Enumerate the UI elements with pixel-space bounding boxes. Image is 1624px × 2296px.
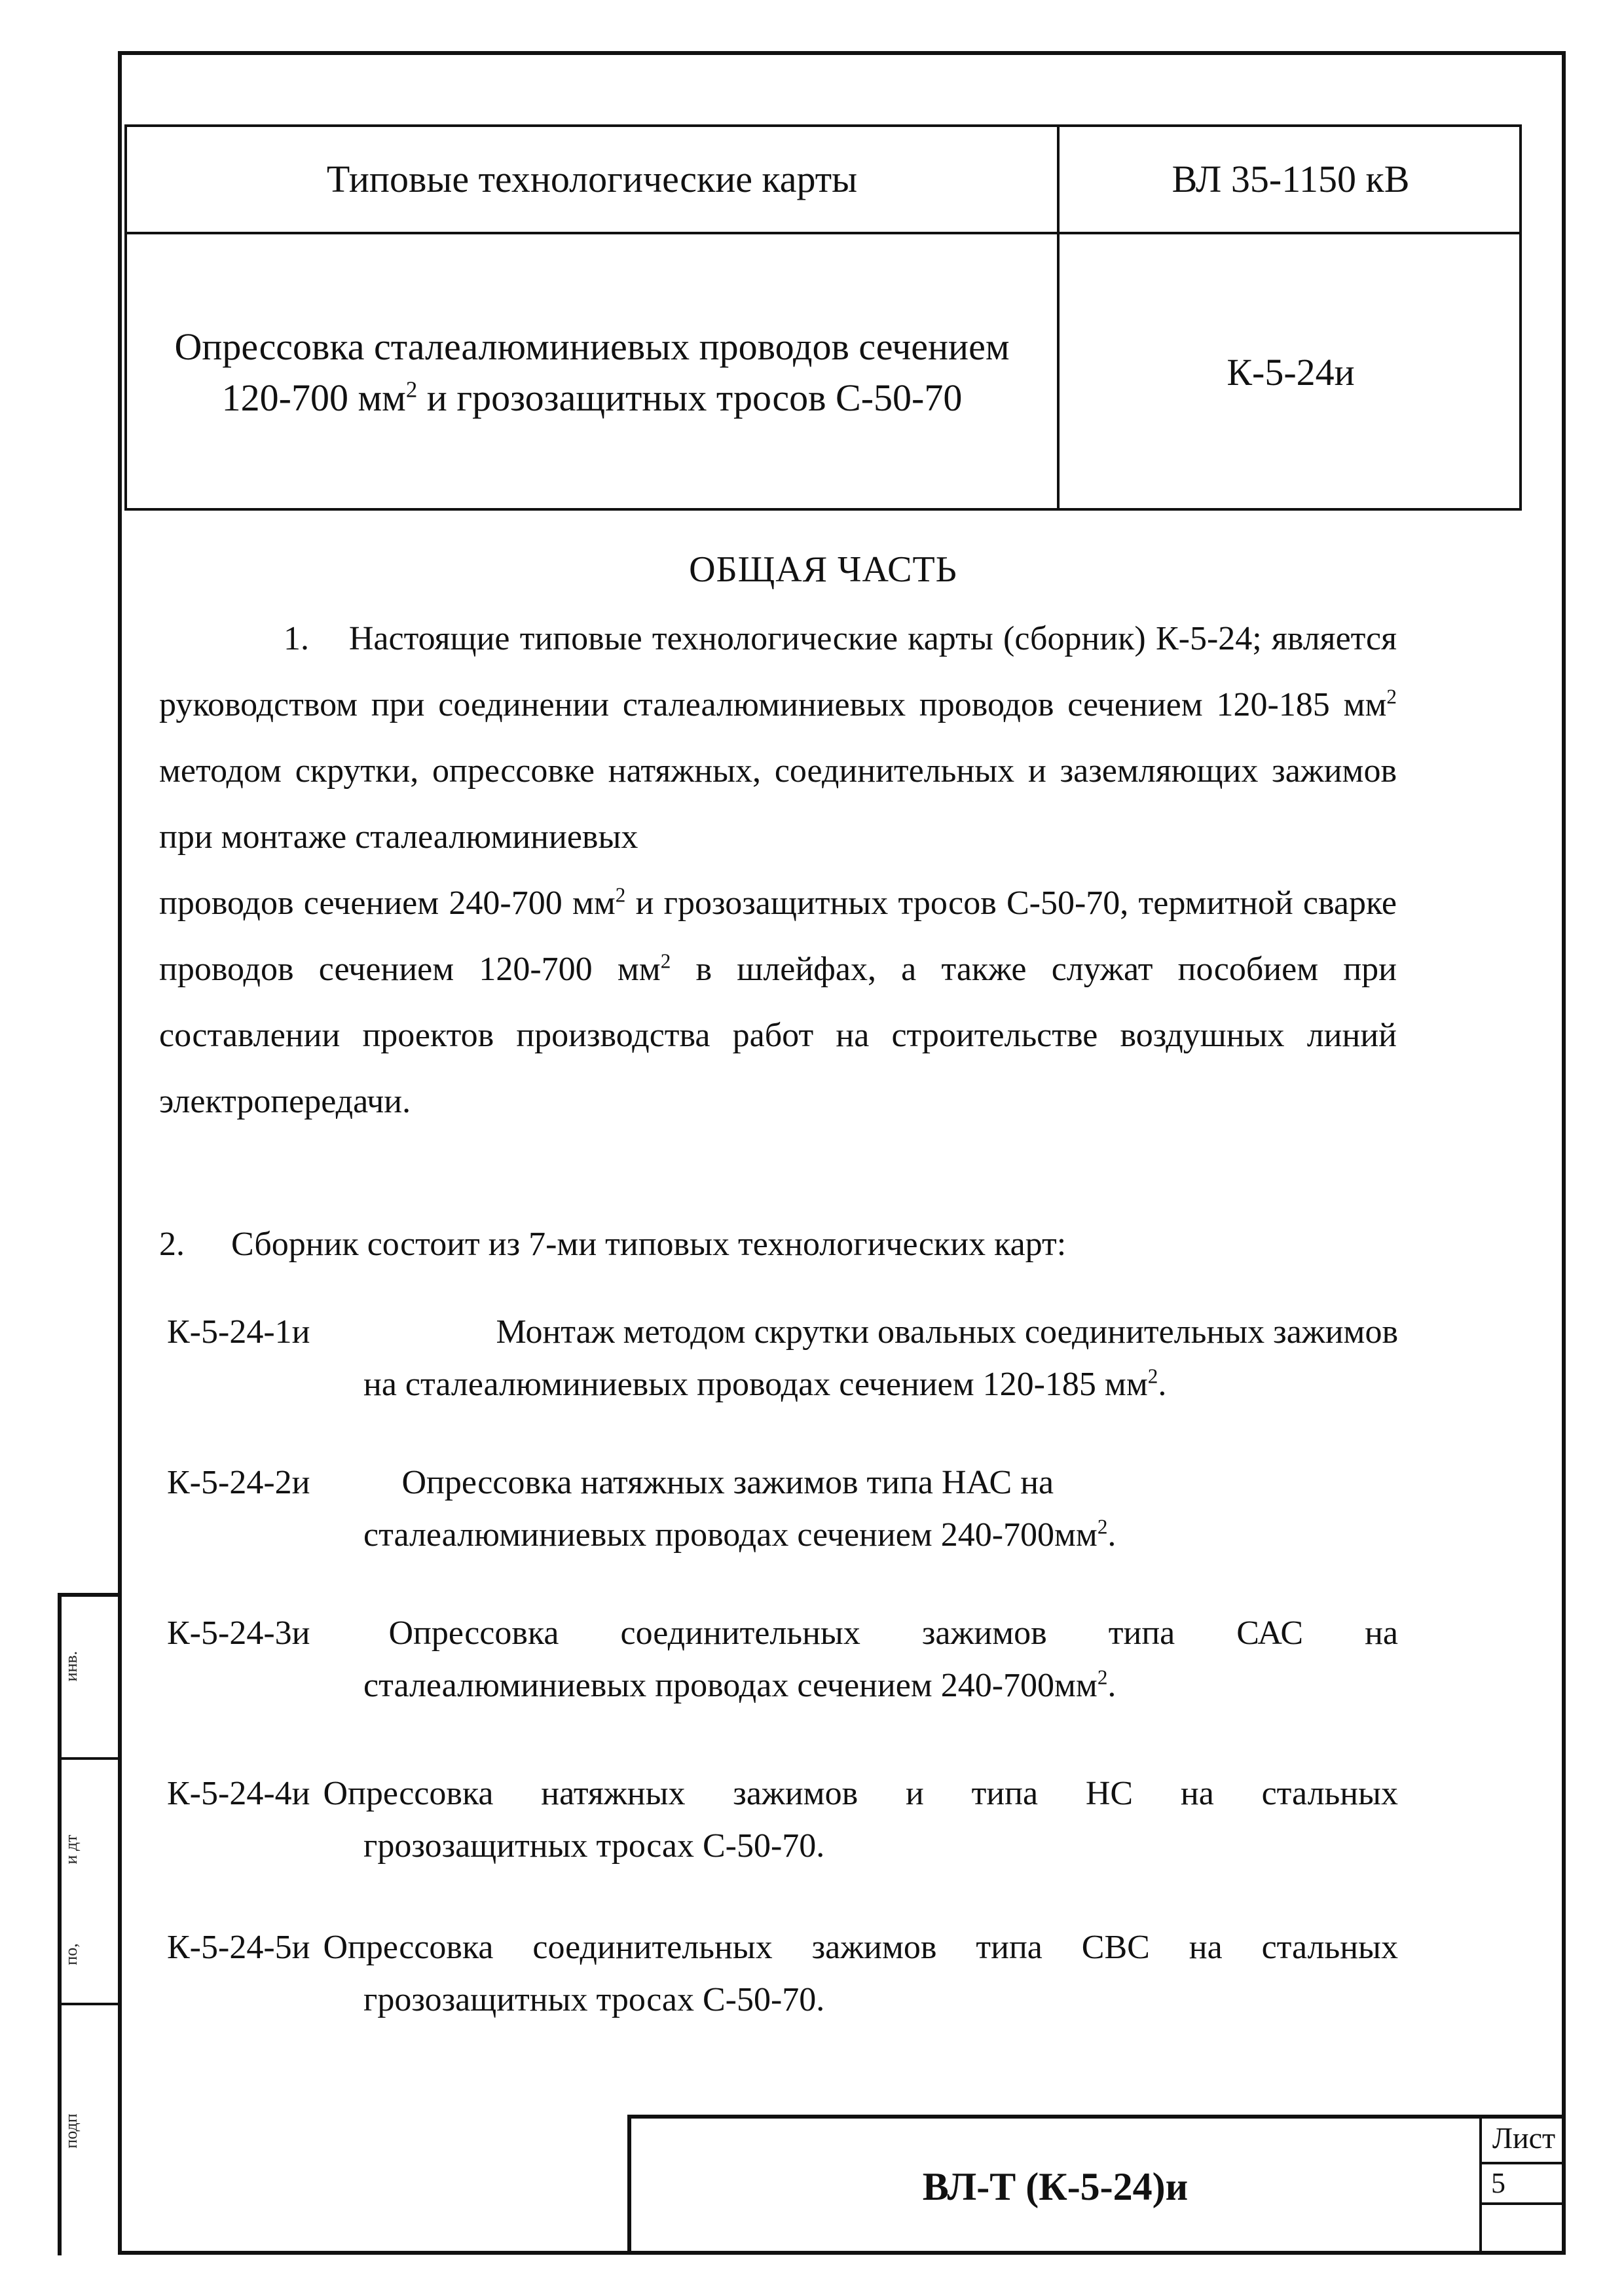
card-item <box>167 1457 1398 1561</box>
margin-divider <box>62 1757 122 1760</box>
header-table <box>124 124 1522 511</box>
header-subject-line1: Опрессовка сталеалюминиевых проводов сечением <box>174 325 1010 368</box>
paragraph-1 <box>159 606 1397 1135</box>
card-code: К-5-24-2и <box>167 1464 310 1501</box>
paragraph-1-text-a: Настоящие типовые технологические карты (сборник) К-5-24; является руководством при соединении сталеалюминиевых проводов сечением 120-185 мм <box>159 620 1397 723</box>
paragraph-1-text-e: в шлейфах, а также служат пособием при составлении проектов производства работ на строительстве воздушных линий электропередачи. <box>159 951 1397 1120</box>
paragraph-1-text-b: методом скрутки, опрессовке натяжных, соединительных и заземляющих зажимов при монтаже сталеалюминиевых <box>159 752 1397 856</box>
title-block-label: ВЛ-Т (К-5-24)и <box>922 2164 1189 2208</box>
margin-label-podp: подп <box>62 2113 81 2149</box>
card-sup: 2 <box>1097 1666 1108 1689</box>
sheet-label: Лист <box>1492 2121 1556 2155</box>
sheet-number: 5 <box>1491 2167 1505 2199</box>
card-item <box>167 1306 1398 1411</box>
card-item <box>167 1922 1398 2026</box>
header-doc-code: К-5-24и <box>1227 350 1355 393</box>
header-subject <box>127 234 1057 511</box>
sheet-divider <box>1482 2162 1566 2164</box>
card-title-line1: Монтаж методом скрутки овальных соединительных зажимов <box>496 1313 1398 1351</box>
card-title-line1: Опрессовка соединительных зажимов типа САС на <box>388 1614 1398 1652</box>
card-sup: 2 <box>1097 1515 1108 1539</box>
card-code: К-5-24-1и <box>167 1313 310 1351</box>
card-title-line1: Опрессовка соединительных зажимов типа СВС на стальных <box>323 1929 1398 1966</box>
margin-label-sign: по, <box>62 1943 81 1965</box>
margin-divider <box>62 2003 122 2005</box>
paragraph-1-sup3: 2 <box>660 949 671 973</box>
paragraph-1-text-d: и грозозащитных тросов С-50-70, термитной сварке проводов сечением 120-700 мм <box>159 884 1397 988</box>
sheet-divider <box>1482 2202 1566 2205</box>
paragraph-2 <box>159 1221 1397 1268</box>
sheet-box <box>1479 2119 1566 2255</box>
header-subject-line2-prefix: 120-700 мм <box>221 376 406 419</box>
card-title-line2: на сталеалюминиевых проводах сечением 120-185 мм <box>363 1366 1148 1403</box>
paragraph-1-sup2: 2 <box>615 883 626 907</box>
header-voltage-code: ВЛ 35-1150 кВ <box>1172 157 1410 200</box>
header-title: Типовые технологические карты <box>326 157 858 200</box>
paragraph-1-sup1: 2 <box>1386 685 1397 708</box>
card-sup: 2 <box>1147 1364 1158 1388</box>
card-title-line1: Опрессовка натяжных зажимов типа НАС на <box>401 1464 1054 1501</box>
card-item <box>167 1768 1398 1872</box>
title-block <box>627 2115 1566 2255</box>
header-subject-sup: 2 <box>405 376 418 403</box>
paragraph-1-number: 1. <box>284 620 309 657</box>
card-title-line1: Опрессовка натяжных зажимов и типа НС на стальных <box>323 1775 1398 1812</box>
card-title-line2: сталеалюминиевых проводах сечением 240-700мм <box>363 1667 1098 1704</box>
left-margin-strip <box>58 1593 118 2255</box>
card-title-line2: грозозащитных тросах С-50-70. <box>363 1981 825 2018</box>
section-heading: ОБЩАЯ ЧАСТЬ <box>689 549 957 590</box>
card-title-line2: сталеалюминиевых проводах сечением 240-700мм <box>363 1516 1098 1554</box>
paragraph-2-number: 2. <box>159 1226 185 1263</box>
paragraph-2-text: Сборник состоит из 7-ми типовых технологических карт: <box>231 1226 1067 1263</box>
header-subject-line2-suffix: и грозозащитных тросов С-50-70 <box>417 376 963 419</box>
card-title-line2: грозозащитных тросах С-50-70. <box>363 1827 825 1865</box>
card-code: К-5-24-4и <box>167 1775 310 1812</box>
card-title-end: . <box>1107 1516 1116 1554</box>
margin-label-date: и дт <box>62 1834 81 1865</box>
card-code: К-5-24-3и <box>167 1614 310 1652</box>
card-item <box>167 1607 1398 1712</box>
card-title-end: . <box>1158 1366 1167 1403</box>
margin-label-inv: инв. <box>62 1650 81 1682</box>
paragraph-1-text-c: проводов сечением 240-700 мм <box>159 884 616 922</box>
card-title-end: . <box>1107 1667 1116 1704</box>
card-code: К-5-24-5и <box>167 1929 310 1966</box>
